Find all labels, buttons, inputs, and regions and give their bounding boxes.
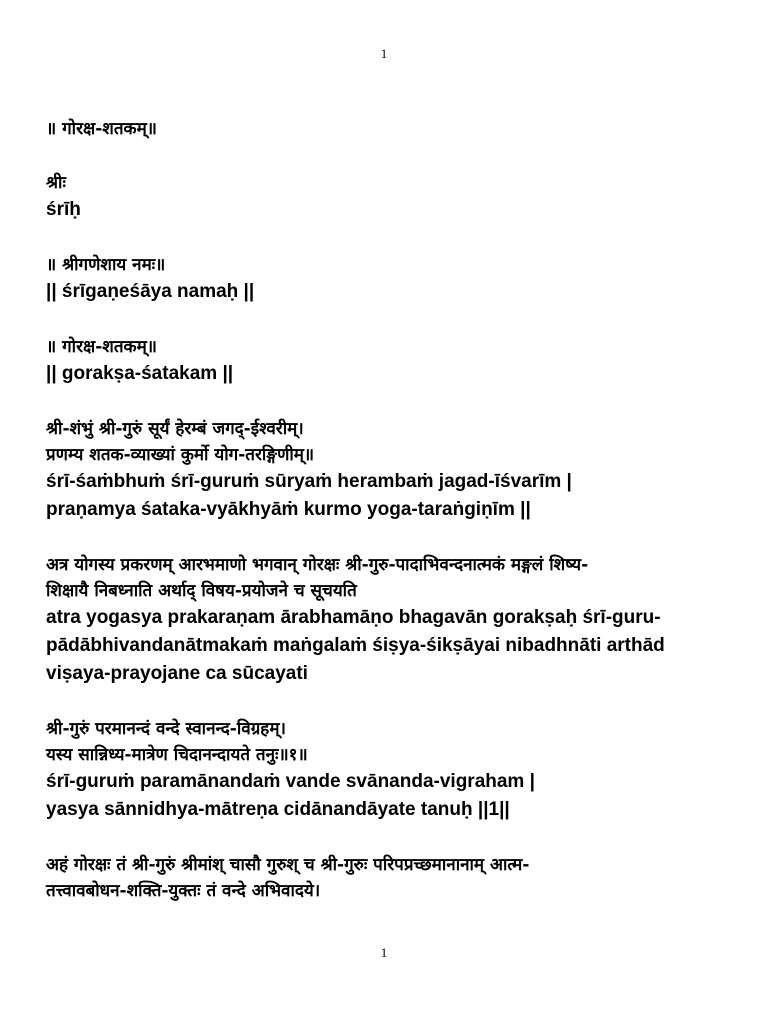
devanagari-line: ॥ गोरक्ष-शतकम्॥	[46, 119, 157, 139]
transliteration-line: pādābhivandanātmakaṁ maṅgalaṁ śiṣya-śikṣāyai nibadhnāti arthād	[46, 635, 665, 656]
devanagari-line: तत्त्वावबोधन-शक्ति-युक्तः तं वन्दे अभिवादये।	[46, 881, 321, 901]
text-block-title	[46, 116, 726, 142]
transliteration-line: śrī-guruṁ paramānandaṁ vande svānanda-vigraham |	[46, 771, 535, 792]
devanagari-line: ॥ गोरक्ष-शतकम्॥	[46, 337, 157, 357]
text-block-heading	[46, 334, 726, 388]
text-block-commentary	[46, 852, 726, 904]
text-block-introduction	[46, 552, 726, 688]
transliteration-line: śrīḥ	[46, 199, 81, 220]
transliteration-line: || śrīgaṇeśāya namaḥ ||	[46, 281, 255, 302]
text-block-commentary-verse	[46, 416, 726, 524]
devanagari-line: श्रीः	[46, 173, 66, 193]
transliteration-line: praṇamya śataka-vyākhyāṁ kurmo yoga-taraṅgiṇīm ||	[46, 499, 531, 520]
devanagari-line: अहं गोरक्षः तं श्री-गुरुं श्रीमांश् चासौ गुरुश् च श्री-गुरुः परिपप्रच्छमानानाम् आत्म-	[46, 855, 530, 875]
devanagari-line: ॥ श्रीगणेशाय नमः॥	[46, 255, 166, 275]
page-number-bottom: 1	[380, 945, 388, 960]
devanagari-line: श्री-गुरुं परमानन्दं वन्दे स्वानन्द-विग्रहम्।	[46, 719, 286, 739]
page-number-top: 1	[380, 46, 388, 61]
devanagari-line: शिक्षायै निबध्नाति अर्थाद् विषय-प्रयोजने च सूचयति	[46, 581, 357, 601]
devanagari-line: अत्र योगस्य प्रकरणम् आरभमाणो भगवान् गोरक्षः श्री-गुरु-पादाभिवन्दनात्मकं मङ्गलं शिष्य-	[46, 555, 589, 575]
devanagari-line: श्री-शंभुं श्री-गुरुं सूर्यं हेरम्बं जगद्-ईश्वरीम्।	[46, 419, 304, 439]
text-block-ganesha-invocation	[46, 252, 726, 306]
devanagari-line: यस्य सान्निध्य-मात्रेण चिदानन्दायते तनुः॥१॥	[46, 745, 308, 765]
transliteration-line: śrī-śaṁbhuṁ śrī-guruṁ sūryaṁ herambaṁ jagad-īśvarīm |	[46, 471, 572, 492]
text-block-srih	[46, 170, 726, 224]
document-body	[46, 116, 726, 904]
transliteration-line: viṣaya-prayojane ca sūcayati	[46, 663, 308, 684]
devanagari-line: प्रणम्य शतक-व्याख्यां कुर्मो योग-तरङ्गिणीम्॥	[46, 445, 315, 465]
transliteration-line: || gorakṣa-śatakam ||	[46, 363, 234, 384]
transliteration-line: atra yogasya prakaraṇam ārabhamāṇo bhagavān gorakṣaḥ śrī-guru-	[46, 607, 661, 628]
transliteration-line: yasya sānnidhya-mātreṇa cidānandāyate tanuḥ ||1||	[46, 799, 510, 820]
text-block-verse-1	[46, 716, 726, 824]
